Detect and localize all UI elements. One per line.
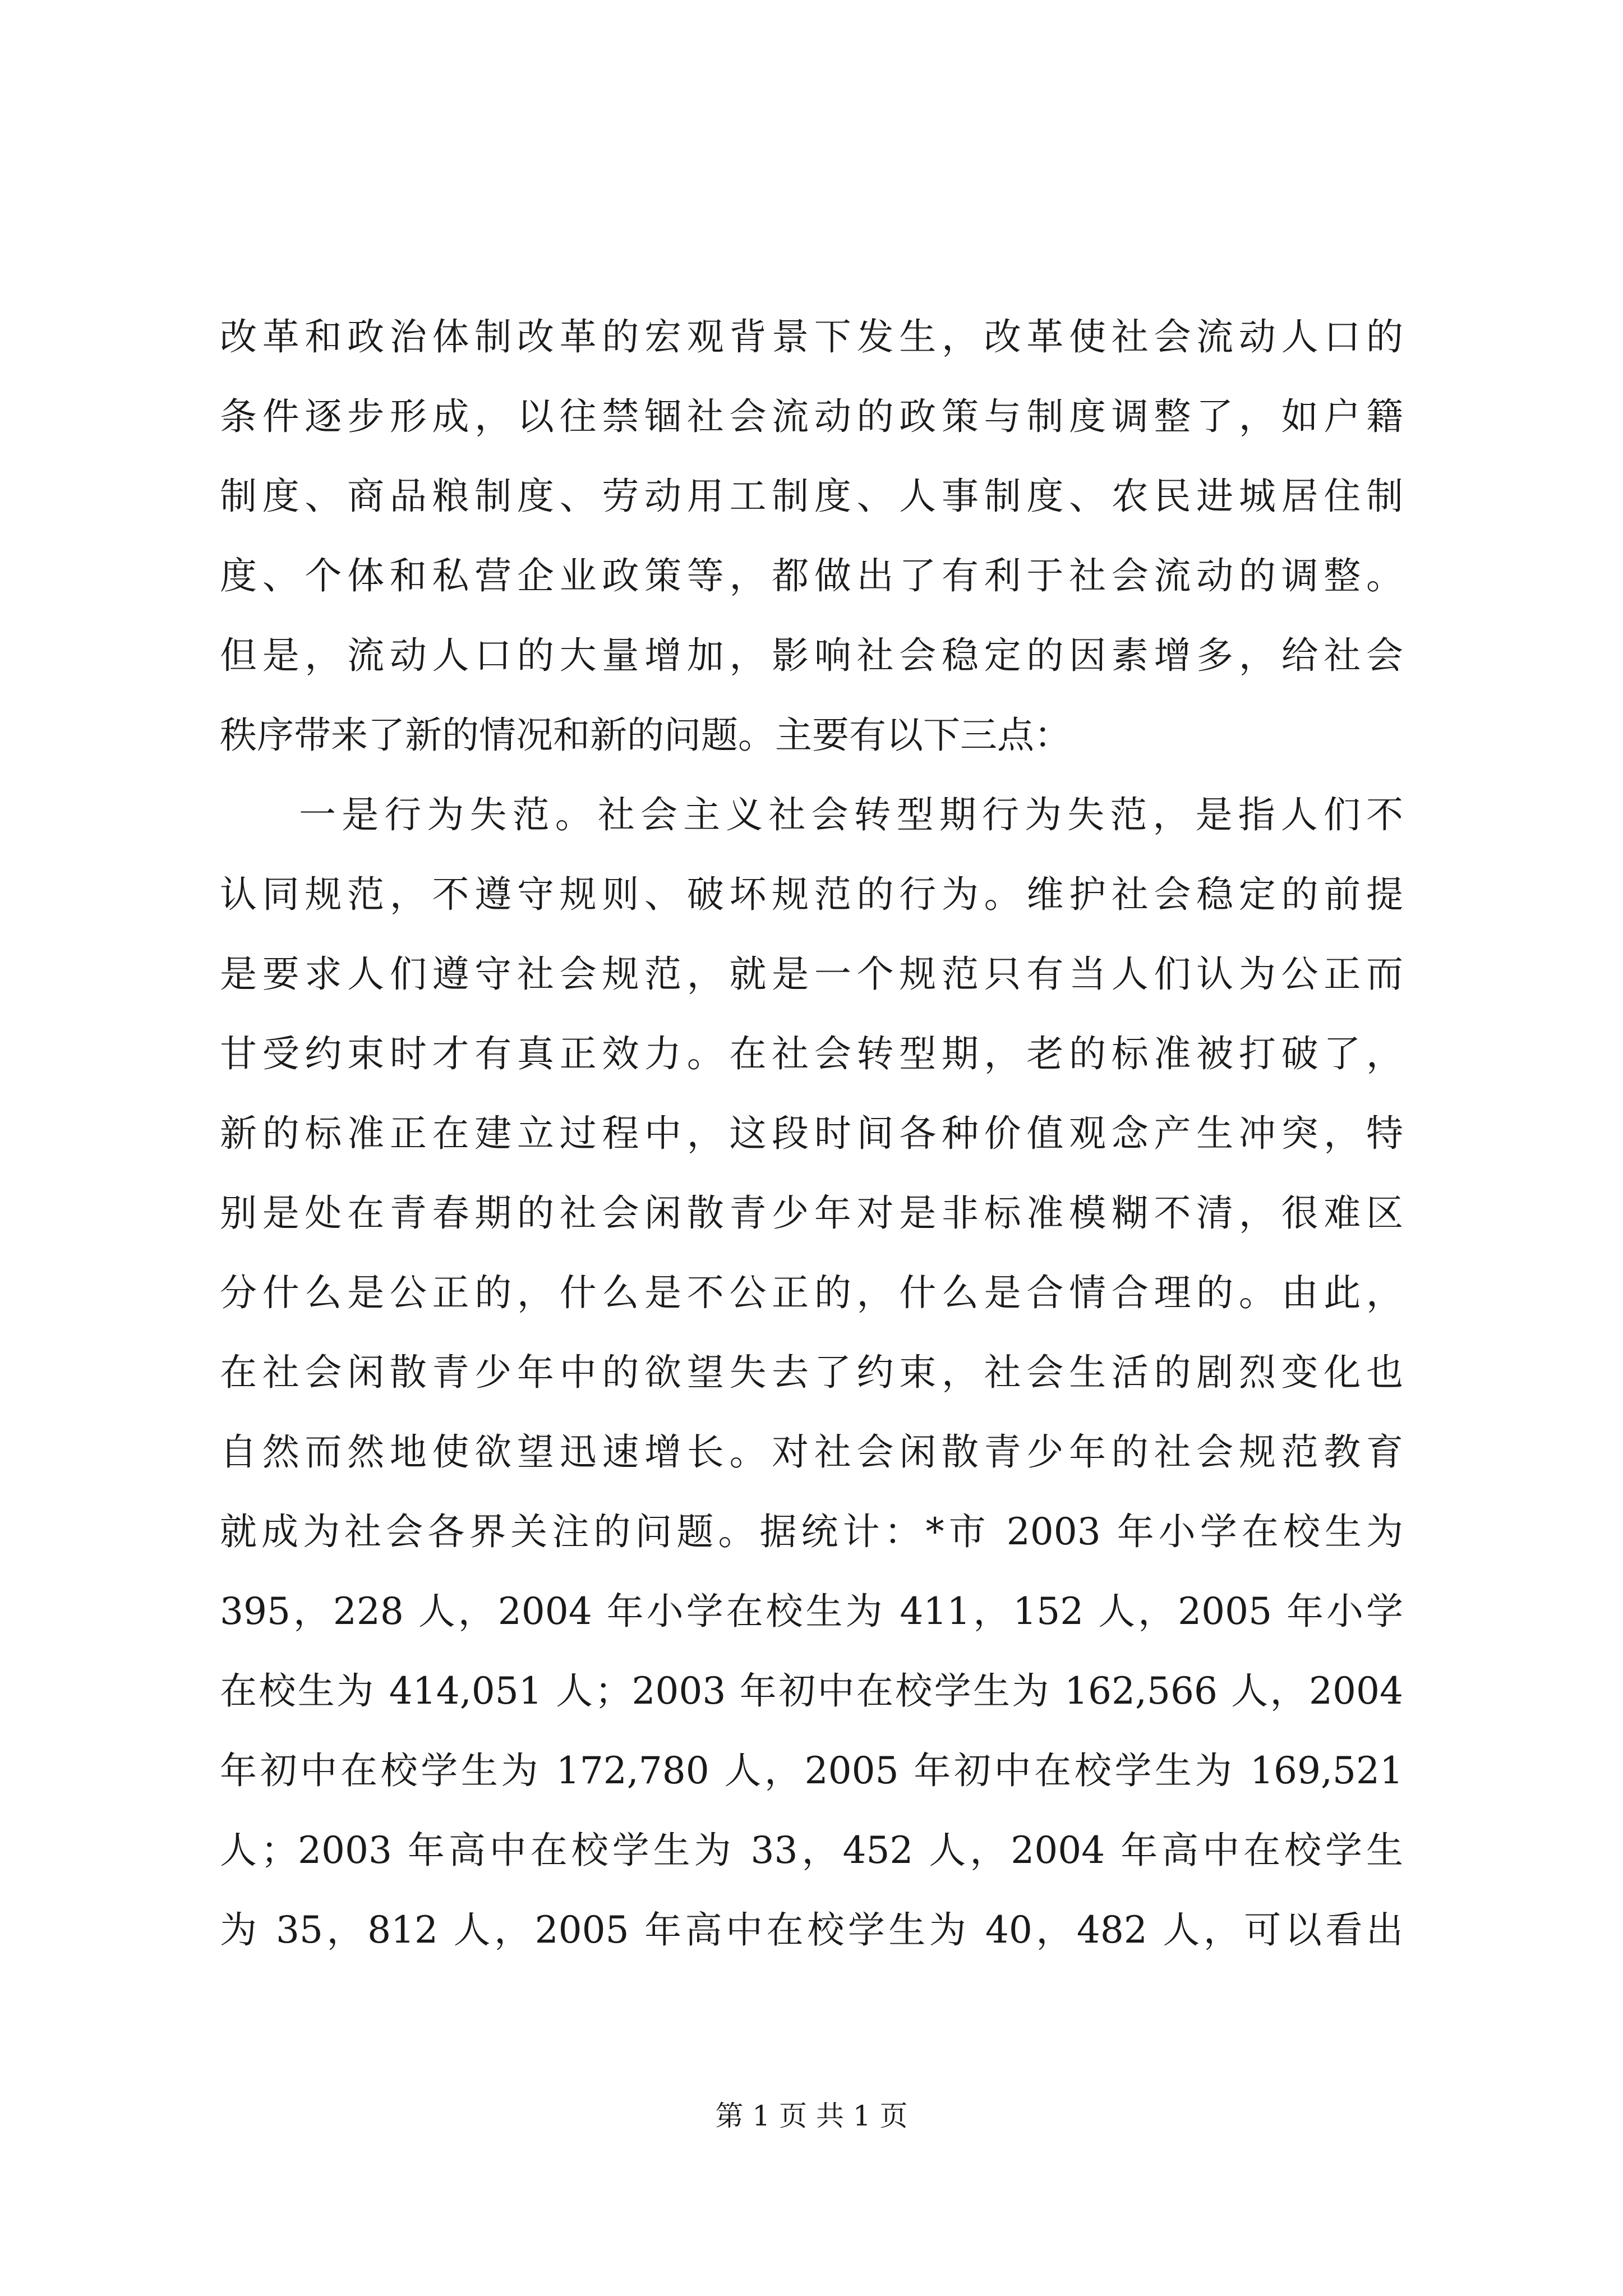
text-line: 制度、商品粮制度、劳动用工制度、人事制度、农民进城居住制	[220, 475, 1403, 518]
text-line: 秩序带来了新的情况和新的问题。主要有以下三点：	[220, 714, 1071, 757]
text-line: 年初中在校学生为 172,780 人，2005 年初中在校学生为 169,521	[220, 1749, 1403, 1792]
text-line: 自然而然地使欲望迅速增长。对社会闲散青少年的社会规范教育	[220, 1430, 1403, 1474]
text-line: 别是处在青春期的社会闲散青少年对是非标准模糊不清，很难区	[220, 1191, 1403, 1235]
text-line: 是要求人们遵守社会规范，就是一个规范只有当人们认为公正而	[220, 953, 1403, 996]
text-line: 认同规范，不遵守规则、破坏规范的行为。维护社会稳定的前提	[220, 873, 1403, 916]
text-line: 就成为社会各界关注的问题。据统计：*市 2003 年小学在校生为	[220, 1510, 1403, 1553]
text-line: 但是，流动人口的大量增加，影响社会稳定的因素增多，给社会	[220, 634, 1403, 677]
document-body	[220, 297, 1403, 1970]
text-line: 改革和政治体制改革的宏观背景下发生，改革使社会流动人口的	[220, 315, 1403, 358]
text-line: 在校生为 414,051 人；2003 年初中在校学生为 162,566 人，2004	[220, 1669, 1403, 1713]
text-line: 395，228 人，2004 年小学在校生为 411，152 人，2005 年小学	[220, 1590, 1403, 1633]
text-line: 人；2003 年高中在校学生为 33，452 人，2004 年高中在校学生	[220, 1829, 1403, 1872]
text-line: 为 35，812 人，2005 年高中在校学生为 40，482 人，可以看出	[220, 1908, 1403, 1952]
text-line: 新的标准正在建立过程中，这段时间各种价值观念产生冲突，特	[220, 1112, 1403, 1155]
text-line: 度、个体和私营企业政策等，都做出了有利于社会流动的调整。	[220, 554, 1403, 597]
text-line: 在社会闲散青少年中的欲望失去了约束，社会生活的剧烈变化也	[220, 1351, 1403, 1394]
text-line: 分什么是公正的，什么是不公正的，什么是合情合理的。由此，	[220, 1271, 1403, 1314]
paragraph-first-line: 一是行为失范。社会主义社会转型期行为失范，是指人们不	[299, 793, 1403, 836]
text-line: 条件逐步形成，以往禁锢社会流动的政策与制度调整了，如户籍	[220, 395, 1403, 438]
page-footer: 第 1 页 共 1 页	[715, 2100, 908, 2132]
text-line: 甘受约束时才有真正效力。在社会转型期，老的标准被打破了，	[220, 1032, 1403, 1075]
